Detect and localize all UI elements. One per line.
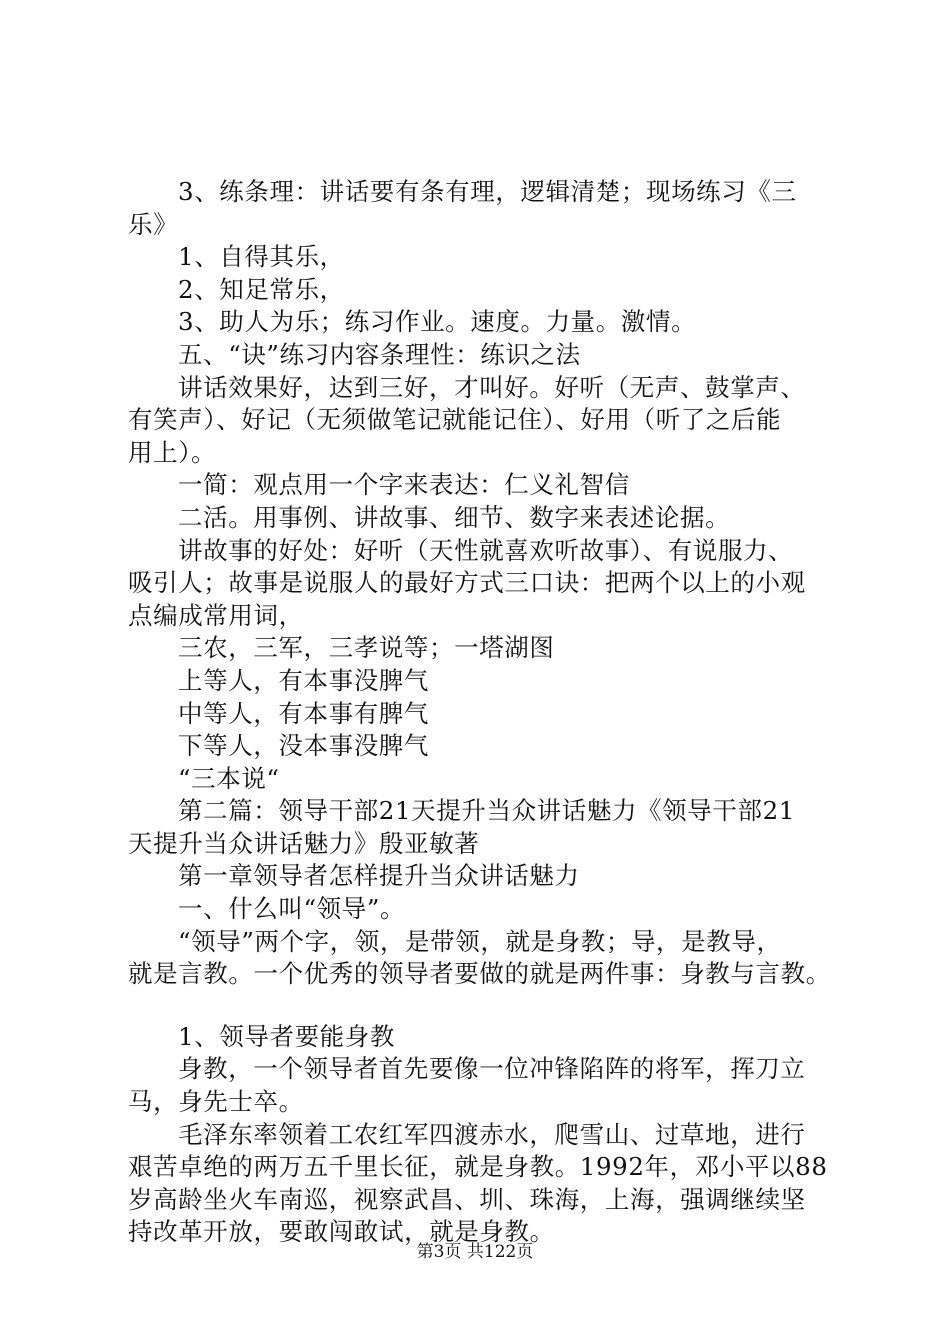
paragraph-line: 下等人，没本事没脾气 <box>178 731 429 761</box>
paragraph-line: 岁高龄坐火车南巡，视察武昌、圳、珠海，上海，强调继续坚 <box>128 1184 806 1214</box>
paragraph-line: 毛泽东率领着工农红军四渡赤水，爬雪山、过草地，进行 <box>178 1119 806 1149</box>
section-heading: 1、领导者要能身教 <box>178 1021 395 1051</box>
chapter-heading: 第二篇：领导干部21天提升当众讲话魅力《领导干部21 <box>178 796 795 826</box>
list-item: 2、知足常乐， <box>178 274 345 304</box>
paragraph-line: 有笑声）、好记（无须做笔记就能记住）、好用（听了之后能 <box>128 405 782 435</box>
paragraph-line: 一简：观点用一个字来表达：仁义礼智信 <box>178 470 630 500</box>
list-item: 3、助人为乐；练习作业。速度。力量。激情。 <box>178 307 697 337</box>
paragraph-line: 艰苦卓绝的两万五千里长征，就是身教。1992年，邓小平以88 <box>128 1152 828 1182</box>
paragraph-line: “三本说“ <box>178 763 280 793</box>
paragraph-line: 就是言教。一个优秀的领导者要做的就是两件事：身教与言教。 <box>128 959 831 989</box>
paragraph-line: 中等人，有本事有脾气 <box>178 698 429 728</box>
section-heading: 一、什么叫“领导”。 <box>178 894 406 924</box>
paragraph-line: 讲故事的好处：好听（天性就喜欢听故事）、有说服力、 <box>178 535 794 565</box>
paragraph-line: 马，身先士卒。 <box>128 1087 304 1117</box>
paragraph-line: 3、练条理：讲话要有条有理，逻辑清楚；现场练习《三 <box>178 177 797 206</box>
chapter-title: 第一章领导者怎样提升当众讲话魅力 <box>178 861 580 891</box>
section-heading: 五、“诀”练习内容条理性：练识之法 <box>178 339 581 369</box>
page-footer: 第3页 共122页 <box>416 1242 534 1262</box>
paragraph-gap <box>128 991 848 1021</box>
paragraph-line: 二活。用事例、讲故事、细节、数字来表述论据。 <box>178 502 731 532</box>
paragraph-line: 点编成常用词， <box>128 600 304 630</box>
paragraph-line: 上等人，有本事没脾气 <box>178 665 429 695</box>
paragraph-line: 讲话效果好，达到三好，才叫好。好听（无声、鼓掌声、 <box>178 372 806 402</box>
list-item: 1、自得其乐， <box>178 242 345 272</box>
document-body <box>128 176 848 1249</box>
paragraph-line: 乐》 <box>128 209 179 239</box>
paragraph-line: 持改革开放，要敢闯敢试，就是身教。 <box>128 1217 555 1247</box>
paragraph-line: 身教，一个领导者首先要像一位冲锋陷阵的将军，挥刀立 <box>178 1054 806 1084</box>
paragraph-line: 吸引人；故事是说服人的最好方式三口诀：把两个以上的小观 <box>128 568 806 598</box>
paragraph-line: “领导”两个字，领，是带领，就是身教；导，是教导， <box>178 926 782 956</box>
chapter-heading: 天提升当众讲话魅力》殷亚敏著 <box>128 828 480 858</box>
paragraph-line: 用上）。 <box>128 437 217 467</box>
paragraph-line: 三农，三军，三孝说等；一塔湖图 <box>178 633 555 663</box>
